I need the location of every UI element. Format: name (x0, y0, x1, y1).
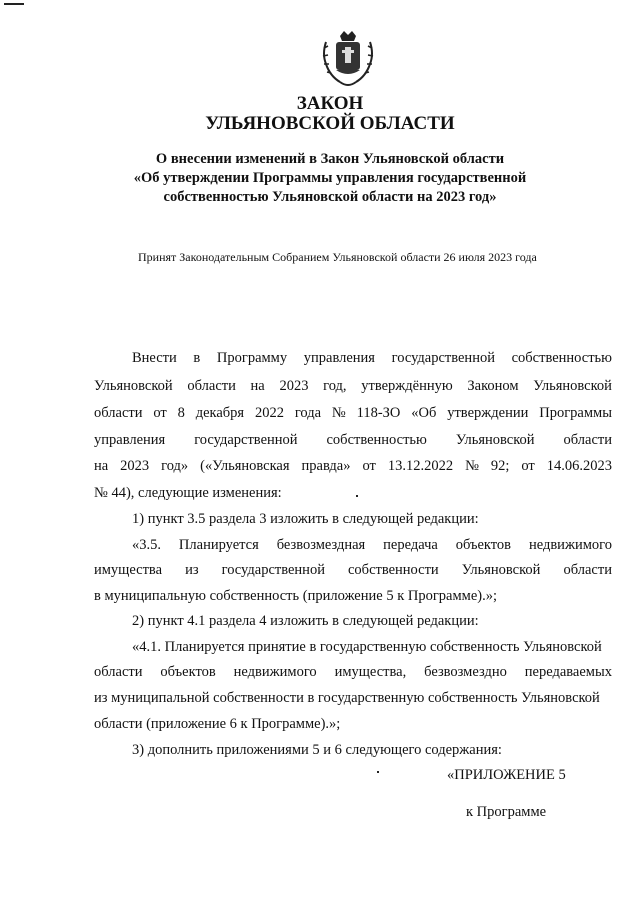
item-2-text-line-3: из муниципальной собственности в государственную собственность Ульяновской (94, 690, 600, 706)
intro-line-3 (94, 405, 612, 422)
word: передаваемых (524, 664, 612, 680)
word: 2023 (120, 458, 150, 474)
word: области (94, 405, 143, 421)
appendix-to-program: к Программе (466, 804, 547, 820)
law-title: ЗАКОН (296, 93, 364, 114)
word: государственной (194, 432, 298, 448)
word: от (153, 405, 167, 421)
item-2: 2) пункт 4.1 раздела 4 изложить в следующей редакции: (132, 613, 479, 629)
word: собственностью (511, 350, 612, 366)
word: 13.12.2022 (387, 458, 454, 474)
word: утверждении (447, 405, 529, 421)
word: Программы (539, 405, 612, 421)
word: № (465, 458, 479, 474)
intro-line-2 (94, 378, 612, 395)
word: Внести (132, 350, 177, 366)
subtitle-line-3: собственностью Ульяновской области на 2023 год» (163, 189, 497, 205)
word: государственной (221, 562, 325, 578)
adoption-note: Принят Законодательным Собранием Ульяновской области 26 июля 2023 года (138, 250, 537, 264)
word: год, (323, 378, 347, 394)
word: собственности (348, 562, 439, 578)
word: безвозмездно (424, 664, 507, 680)
word: года (294, 405, 322, 421)
word: от (362, 458, 376, 474)
intro-line-6: № 44), следующие изменения: (94, 485, 282, 501)
word: Ульяновской (461, 562, 541, 578)
word: «3.5. (132, 537, 161, 553)
law-region: УЛЬЯНОВСКОЙ ОБЛАСТИ (205, 113, 455, 134)
word: 14.06.2023 (546, 458, 612, 474)
word: 8 (177, 405, 185, 421)
appendix-label: «ПРИЛОЖЕНИЕ 5 (447, 767, 566, 783)
scan-artifact (4, 3, 24, 5)
item-1-text-line-2 (94, 562, 612, 579)
word: утверждённую (361, 378, 453, 394)
coat-of-arms-emblem-icon (318, 28, 378, 90)
word: передача (383, 537, 438, 553)
item-1: 1) пункт 3.5 раздела 3 изложить в следующей редакции: (132, 511, 479, 527)
word: на (94, 458, 109, 474)
item-2-text-line-2 (94, 664, 612, 681)
word: от (521, 458, 535, 474)
word: области (187, 378, 236, 394)
word: имущества (94, 562, 163, 578)
scan-artifact (377, 771, 379, 773)
intro-line-1 (132, 350, 612, 367)
word: год» (161, 458, 189, 474)
word: Ульяновской (94, 378, 173, 394)
word: объектов (455, 537, 512, 553)
word: на (250, 378, 265, 394)
item-2-text-line-1: «4.1. Планируется принятие в государственную собственность Ульяновской (132, 639, 602, 655)
word: Ульяновской (533, 378, 612, 394)
word: «Об (411, 405, 437, 421)
subtitle-line-1: О внесении изменений в Закон Ульяновской области (155, 151, 505, 167)
word: объектов (160, 664, 216, 680)
intro-line-4 (94, 432, 612, 449)
word: области (94, 664, 143, 680)
word: в (193, 350, 201, 366)
item-1-text-line-3: в муниципальную собственность (приложение 5 к Программе).»; (94, 588, 497, 604)
word: 2023 (279, 378, 309, 394)
word: имущества, (334, 664, 407, 680)
subtitle-line-2: «Об утверждении Программы управления государственной (133, 170, 527, 186)
word: декабря (195, 405, 245, 421)
word: области (563, 562, 612, 578)
word: управления (303, 350, 375, 366)
word: недвижимого (233, 664, 317, 680)
item-3: 3) дополнить приложениями 5 и 6 следующего содержания: (132, 742, 502, 758)
intro-line-5 (94, 458, 612, 475)
word: правда» (301, 458, 351, 474)
word: Ульяновской (455, 432, 535, 448)
word: («Ульяновская (200, 458, 290, 474)
word: Программу (216, 350, 288, 366)
word: 2022 (254, 405, 284, 421)
item-2-text-line-4: области (приложение 6 к Программе).»; (94, 716, 341, 732)
word: области (563, 432, 612, 448)
word: 92; (490, 458, 510, 474)
scan-artifact (356, 495, 358, 497)
word: безвозмездная (276, 537, 366, 553)
word: Законом (467, 378, 519, 394)
word: государственной (391, 350, 495, 366)
word: управления (94, 432, 166, 448)
word: 118-ЗО (356, 405, 401, 421)
word: из (185, 562, 199, 578)
word: № (331, 405, 346, 421)
item-1-text-line-1 (132, 537, 612, 554)
word: недвижимого (528, 537, 612, 553)
word: собственностью (326, 432, 427, 448)
word: Планируется (178, 537, 259, 553)
